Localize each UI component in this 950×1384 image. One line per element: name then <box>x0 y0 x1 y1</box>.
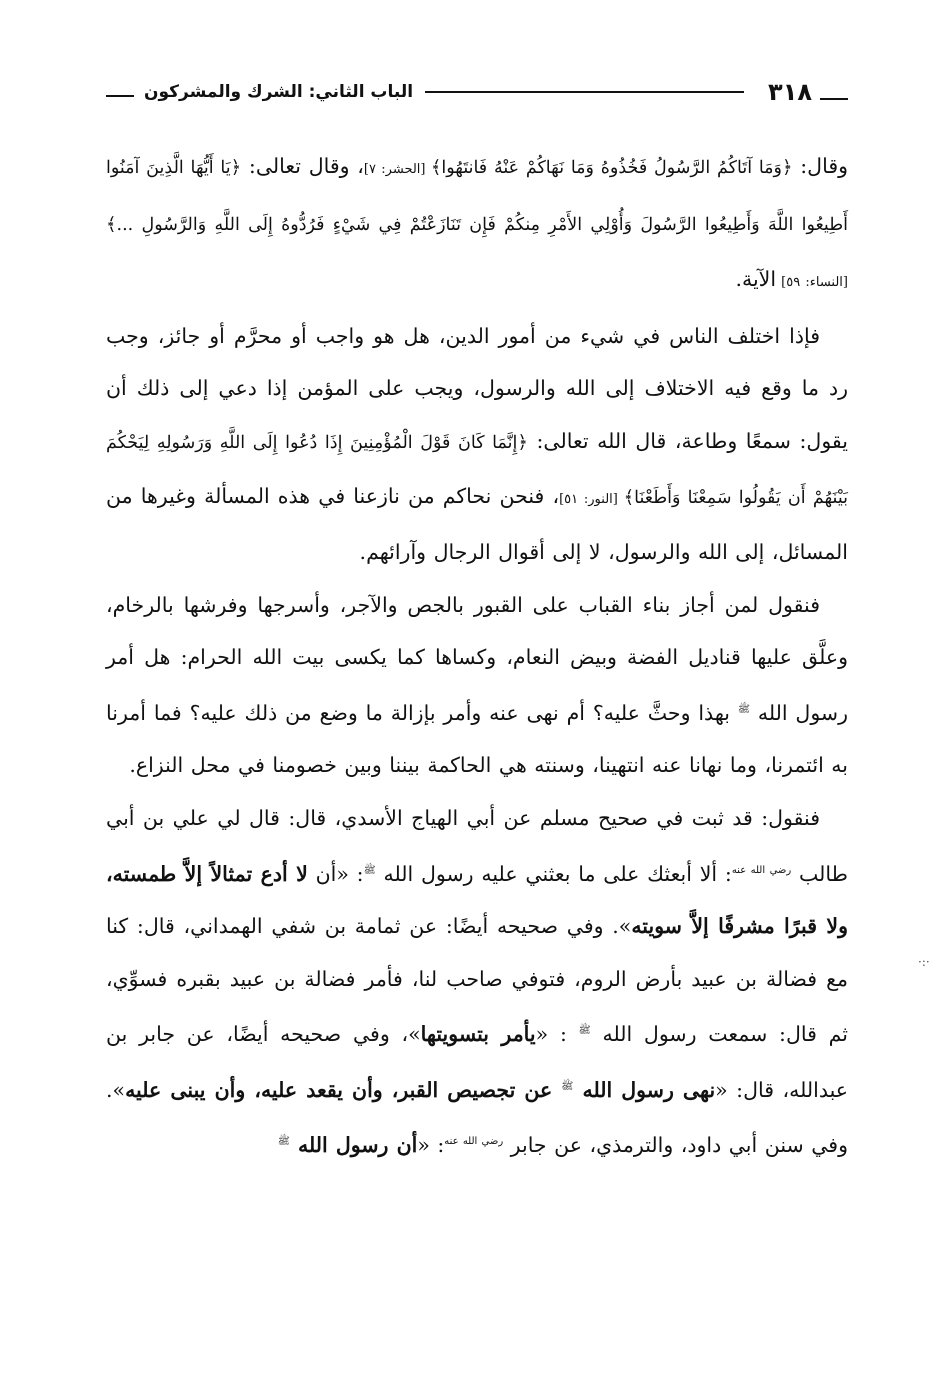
salutation-glyph: رضي الله عنه <box>731 864 792 876</box>
page-body <box>106 140 848 1171</box>
salutation-glyph: ﷺ <box>363 864 376 876</box>
header-dash <box>106 95 134 97</box>
verse-reference: [النور: ٥١] <box>559 491 624 507</box>
quran-bracket: ﴾ <box>430 157 442 178</box>
body-text: ». وفي سنن أبي داود، والترمذي، عن جابر <box>106 1077 848 1157</box>
salutation-glyph: ﷺ <box>561 1080 574 1092</box>
page-number <box>756 78 848 106</box>
verse-reference: [الحشر: ٧] <box>363 162 431 177</box>
hadith-text: نهى رسول الله <box>573 1077 716 1102</box>
body-text: فنقول: قد ثبت في صحيح مسلم عن أبي الهياج الأسدي، قال: قال لي علي بن أبي طالب <box>106 805 848 886</box>
quran-bracket: ﴾ <box>623 486 635 508</box>
header-dash <box>820 98 848 100</box>
body-text: »، وفي صحيحه أيضًا، عن جابر بن عبدالله، قال: « <box>106 1021 849 1102</box>
paragraph <box>106 792 848 1171</box>
body-text: : « <box>417 1132 445 1157</box>
hadith-text: أن رسول الله <box>289 1132 418 1157</box>
quran-bracket: ﴿ <box>782 157 793 178</box>
body-text: : ألا أبعثك على ما بعثني عليه رسول الله <box>375 861 732 886</box>
body-text: ، فنحن نحاكم من نازعنا في هذه المسألة وغيرها من المسائل، إلى الله والرسول، لا إلى أقوال الرجال وآرائهم. <box>106 483 848 565</box>
quran-verse: وَمَا آتَاكُمُ الرَّسُولُ فَخُذُوهُ وَمَا نَهَاكُمْ عَنْهُ فَانتَهُوا <box>441 158 782 178</box>
quran-verse: يَا أَيُّهَا الَّذِينَ آمَنُوا أَطِيعُوا اللَّهَ وَأَطِيعُوا الرَّسُولَ وَأُوْلِي الأَمْرِ مِنكُمْ فَإِن تَنَازَعْتُمْ فِي شَيْءٍ فَرُدُّوهُ إِلَى اللَّهِ وَالرَّسُولِ ... <box>106 158 848 235</box>
body-text: فإذا اختلف الناس في شيء من أمور الدين، هل هو واجب أو محرَّم أو جائز، وجب رد ما وقع فيه الاختلاف إلى الله والرسول، ويجب على المؤمن إذا دعي إلى ذلك أن يقول: سمعًا وطاعة، قال الله تعالى: <box>106 323 848 453</box>
running-header <box>106 74 848 110</box>
body-text: الآية. <box>735 267 777 292</box>
quran-bracket: ﴿ <box>517 431 528 453</box>
hadith-text: يأمر بتسويتها <box>420 1021 536 1046</box>
paragraph <box>106 140 848 310</box>
hadith-text: لا أدع تمثالاً إلاَّ طمسته، ولا قبرًا مشرفًا إلاَّ سويته <box>106 861 848 938</box>
header-rule <box>425 91 744 93</box>
salutation-glyph: ﷺ <box>277 1136 290 1147</box>
paragraph <box>106 579 848 792</box>
chapter-title-text: الباب الثاني: الشرك والمشركون <box>144 82 414 102</box>
quran-verse: إِنَّمَا كَانَ قَوْلَ الْمُؤْمِنِينَ إِذَا دُعُوا إِلَى اللَّهِ وَرَسُولِهِ لِيَحْكُمَ بَيْنَهُمْ أَن يَقُولُوا سَمِعْنَا وَأَطَعْنَا <box>106 432 848 508</box>
hadith-text: عن تجصيص القبر، وأن يقعد عليه، وأن يبنى عليه <box>125 1077 562 1102</box>
verse-reference: [النساء: ٥٩] <box>776 275 848 291</box>
salutation-glyph: رضي الله عنه <box>444 1136 504 1147</box>
body-text: ». وفي صحيحه أيضًا: عن ثمامة بن شفي الهمداني، قال: كنا مع فضالة بن عبيد بأرض الروم، فتوفي صاحب لنا، فأمر فضالة بن عبيد بقبره فسوِّي، ثم قال: سمعت رسول الله <box>106 913 849 1046</box>
quran-bracket: ﴿ <box>230 157 242 178</box>
quran-bracket: ﴾ <box>106 213 117 235</box>
body-text: وقال: <box>792 154 849 178</box>
body-text: : « <box>535 1021 579 1046</box>
page-number-text: ٣١٨ <box>768 78 812 106</box>
margin-mark: ·:· <box>918 955 930 969</box>
body-text: فنقول لمن أجاز بناء القباب على القبور بالجص والآجر، وأسرجها وفرشها بالرخام، وعلَّق عليها قناديل الفضة وبيض النعام، وكساها كما يكسى بيت الله الحرام: هل أمر رسول الله <box>106 592 848 725</box>
salutation-glyph: ﷺ <box>578 1025 591 1037</box>
paragraph <box>106 310 848 579</box>
body-text: ، وقال تعالى: <box>241 154 364 178</box>
chapter-title <box>106 82 413 102</box>
body-text: بهذا وحثَّ عليه؟ أم نهى عنه وأمر بإزالة ما وضع من ذلك عليه؟ فما أمرنا به ائتمرنا، وما نهانا عنه انتهينا، وسنته هي الحاكمة بيننا وبين خصومنا في محل النزاع. <box>106 700 848 778</box>
body-text: : «أن <box>307 861 364 886</box>
salutation-glyph: ﷺ <box>737 703 750 715</box>
